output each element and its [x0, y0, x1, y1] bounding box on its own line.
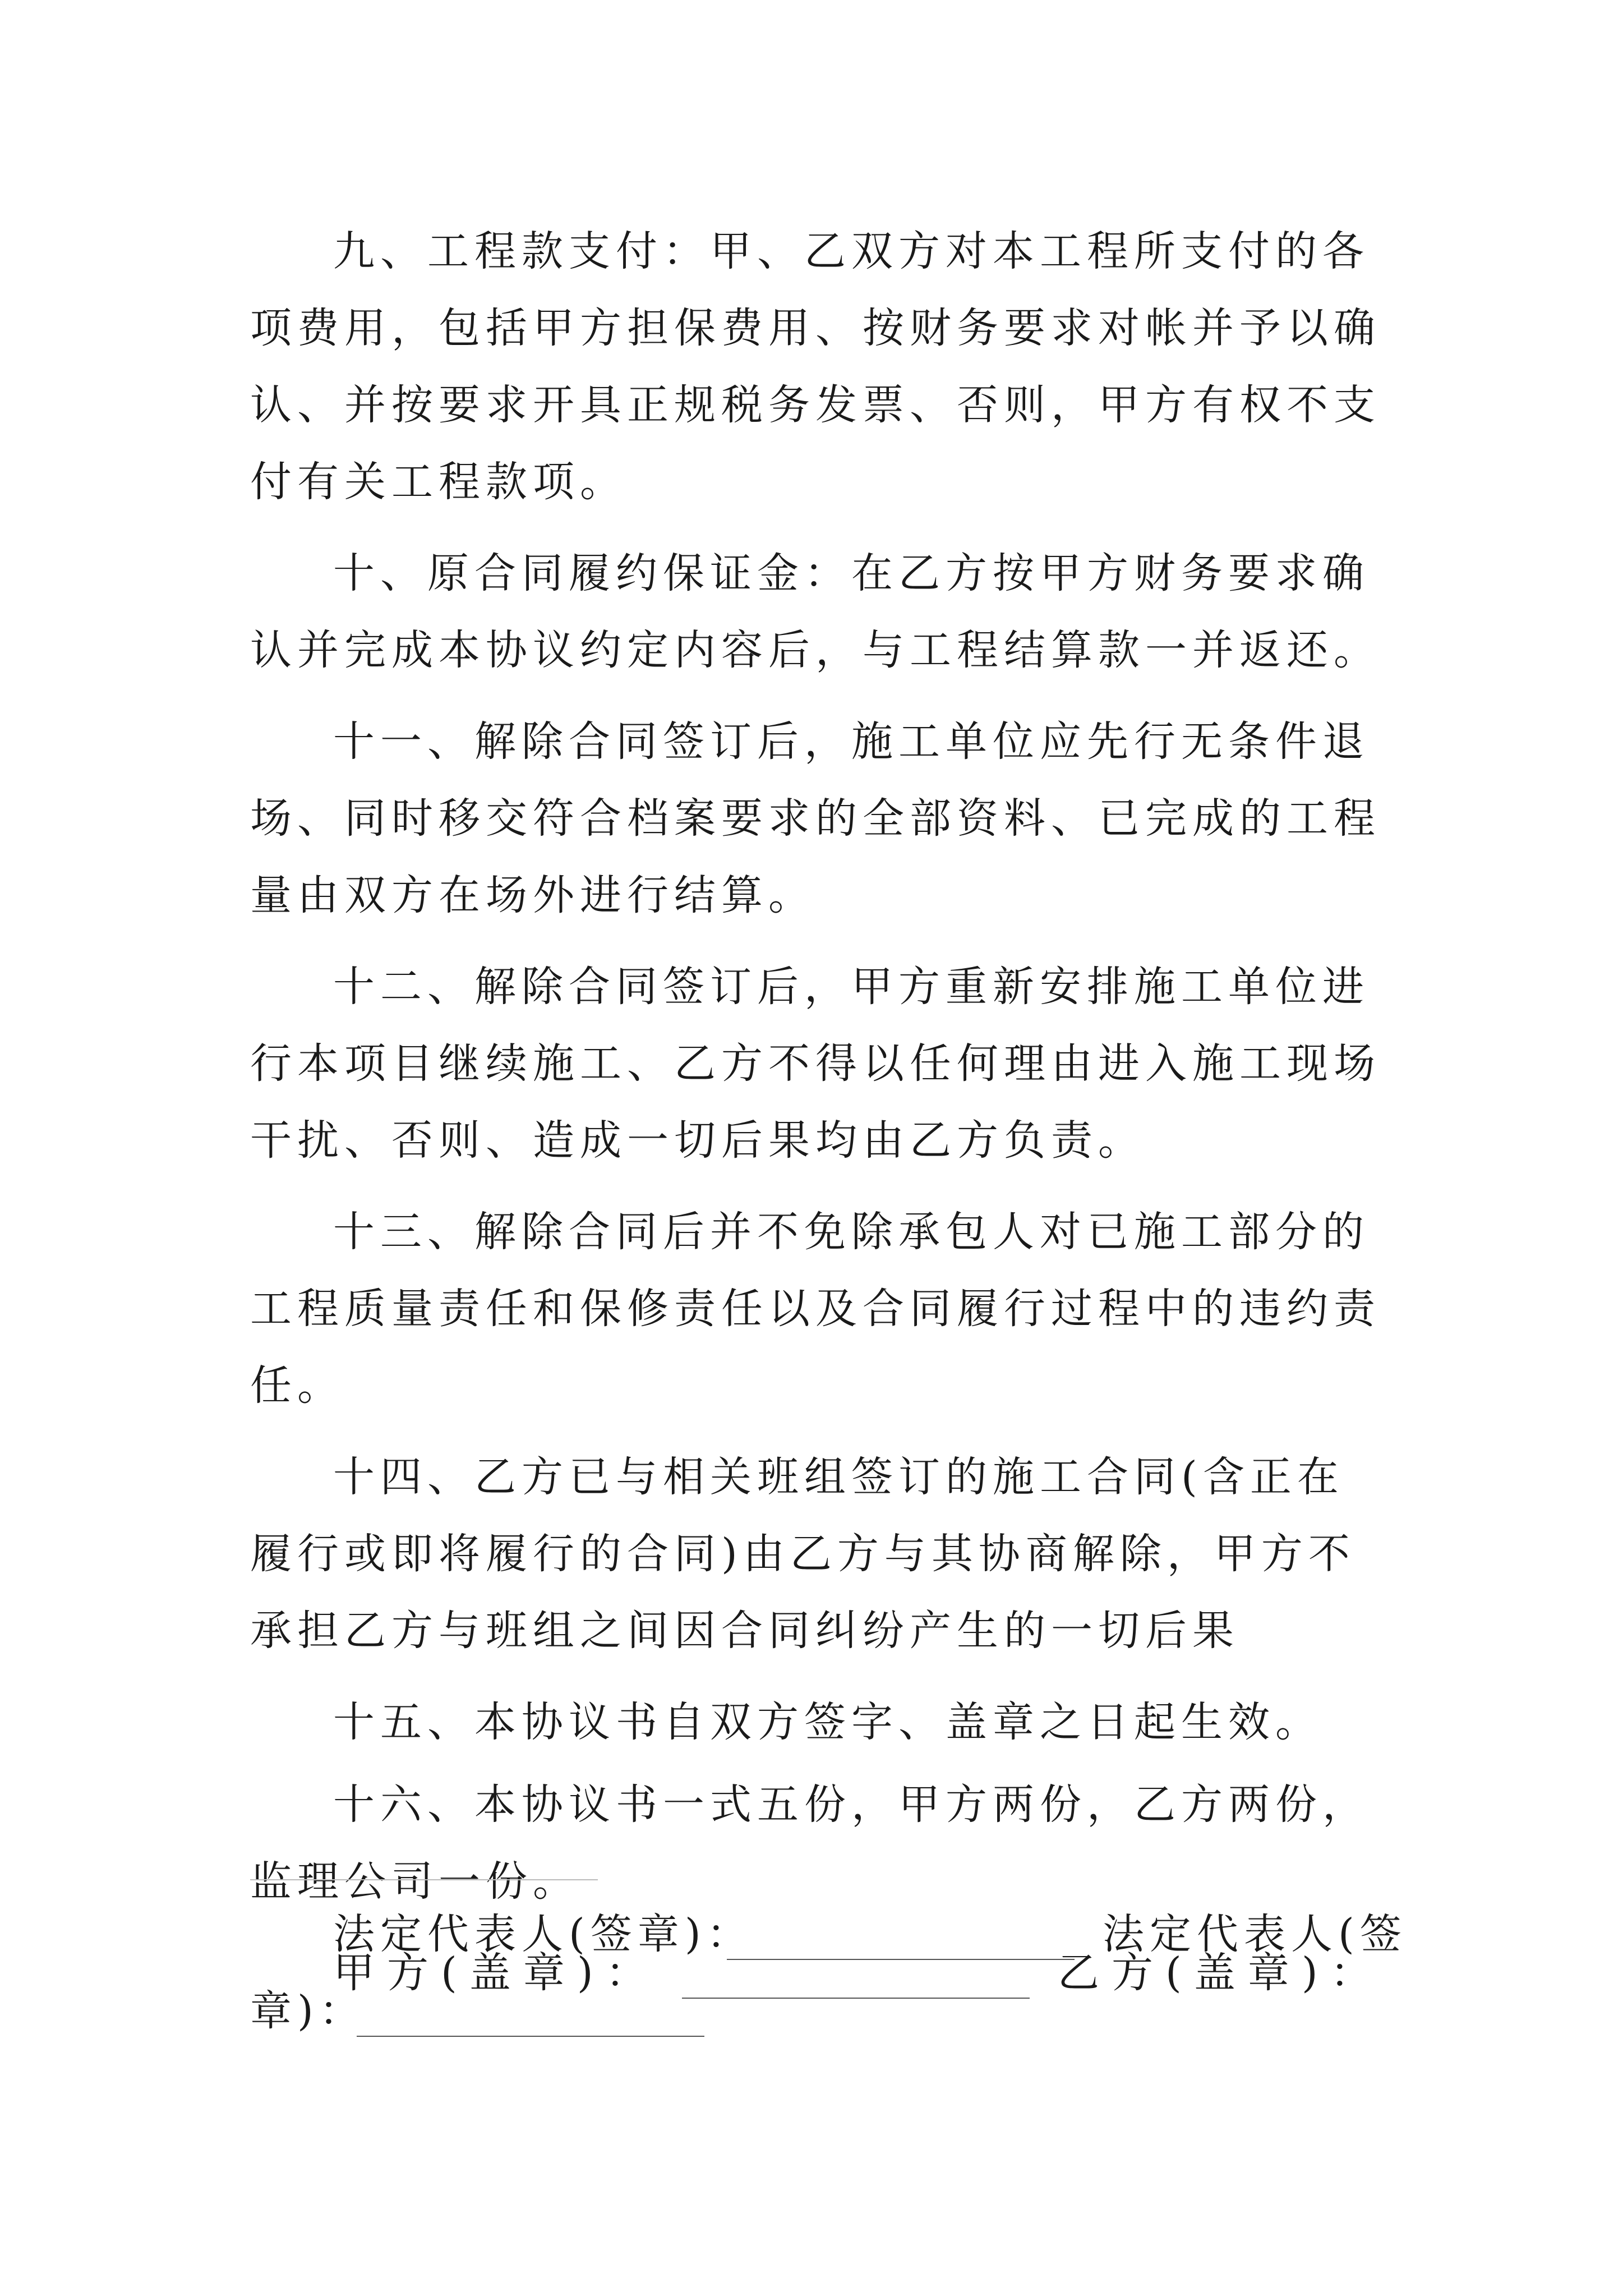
party-a-rep-blank — [727, 1959, 1075, 1960]
party-b-rep-blank — [357, 2036, 704, 2037]
clause-16: 十六、本协议书一式五份，甲方两份，乙方两份，监理公司一份。 — [250, 1780, 1370, 1906]
party-b-seal-label: 乙方(盖章)： — [1058, 1949, 1384, 1997]
clause-11: 十一、解除合同签订后，施工单位应先行无条件退场、同时移交符合档案要求的全部资料、已完成的工程量由双方在场外进行结算。 — [250, 717, 1381, 919]
clause-14: 十四、乙方已与相关班组签订的施工合同(含正在履行或即将履行的合同)由乙方与其协商解除，甲方不承担乙方与班组之间因合同纠纷产生的一切后果 — [250, 1453, 1355, 1655]
party-a-seal-label: 甲方(盖章)： — [333, 1949, 660, 1997]
clause-10: 十、原合同履约保证金：在乙方按甲方财务要求确认并完成本协议约定内容后，与工程结算款一并返还。 — [250, 549, 1381, 674]
representative-block — [250, 1896, 1407, 2050]
clause-15: 十五、本协议书自双方签字、盖章之日起生效。 — [333, 1698, 1322, 1746]
document-body — [250, 213, 1385, 2012]
clause-13: 十三、解除合同后并不免除承包人对已施工部分的工程质量责任和保修责任以及合同履行过程中的违约责任。 — [250, 1208, 1381, 1410]
party-b-seal-blank — [250, 1879, 598, 1880]
clause-9: 九、工程款支付：甲、乙双方对本工程所支付的各项费用，包括甲方担保费用、按财务要求对帐并予以确认、并按要求开具正规税务发票、否则，甲方有权不支付有关工程款项。 — [250, 227, 1381, 506]
party-b-rep-label: 法定代表人(签 — [1103, 1910, 1407, 1958]
rep-row-1 — [250, 1896, 1407, 1973]
party-b-rep-label-cont: 章)： — [250, 1987, 366, 2035]
rep-row-2 — [250, 1973, 1385, 2050]
party-a-rep-label: 法定代表人(签章)： — [333, 1910, 754, 1958]
clause-12: 十二、解除合同签订后，甲方重新安排施工单位进行本项目继续施工、乙方不得以任何理由进入施工现场干扰、否则、造成一切后果均由乙方负责。 — [250, 963, 1381, 1165]
